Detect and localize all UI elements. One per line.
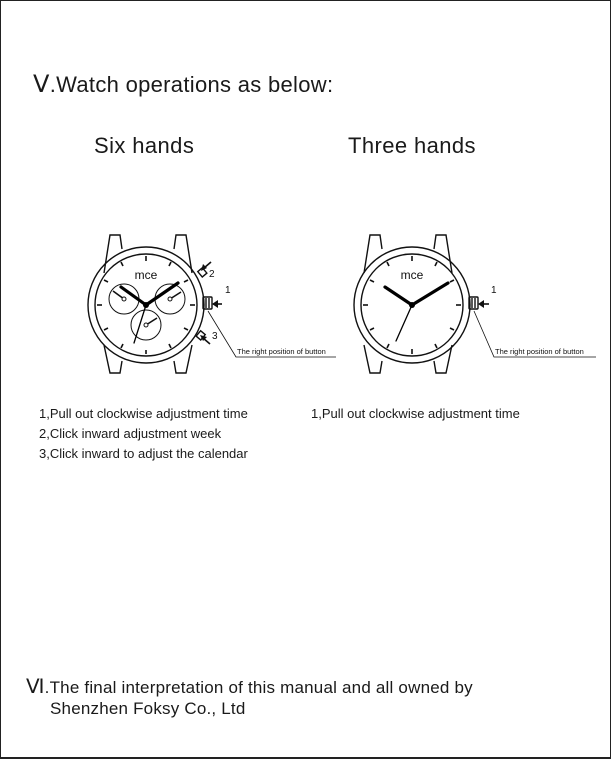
minute-hand <box>412 283 448 305</box>
hour-hand <box>121 287 146 305</box>
footer-line1: .The final interpretation of this manual and all owned by <box>44 678 473 697</box>
section-title: .Watch operations as below: <box>49 72 334 97</box>
footer-note <box>26 677 473 719</box>
six-hands-steps <box>39 404 248 464</box>
six-hands-watch-illustration <box>80 225 340 385</box>
crown-label-2: 2 <box>209 269 215 280</box>
crown-label-1: 1 <box>225 285 231 296</box>
callout-text: The right position of button <box>237 347 326 356</box>
footer-numeral: Ⅵ <box>26 676 45 698</box>
watch-brand: mce <box>134 268 158 282</box>
footer-line2: Shenzhen Foksy Co., Ltd <box>50 699 246 718</box>
step-item: 1,Pull out clockwise adjustment time <box>39 406 248 421</box>
crown-label-3: 3 <box>212 331 218 342</box>
section-heading <box>33 70 333 99</box>
three-hands-watch-illustration <box>340 225 600 385</box>
hour-hand <box>385 287 412 305</box>
crown-label-1: 1 <box>491 285 497 296</box>
step-item: 2,Click inward adjustment week <box>39 426 222 441</box>
step-item: 1,Pull out clockwise adjustment time <box>311 406 520 421</box>
three-hands-steps <box>311 404 520 424</box>
second-hand <box>396 305 412 341</box>
step-item: 3,Click inward to adjust the calendar <box>39 446 248 461</box>
callout-text: The right position of button <box>495 347 584 356</box>
three-hands-title: Three hands <box>348 133 476 158</box>
section-numeral: Ⅴ <box>33 71 50 98</box>
six-hands-title: Six hands <box>94 133 195 158</box>
watch-brand: mce <box>400 268 424 282</box>
